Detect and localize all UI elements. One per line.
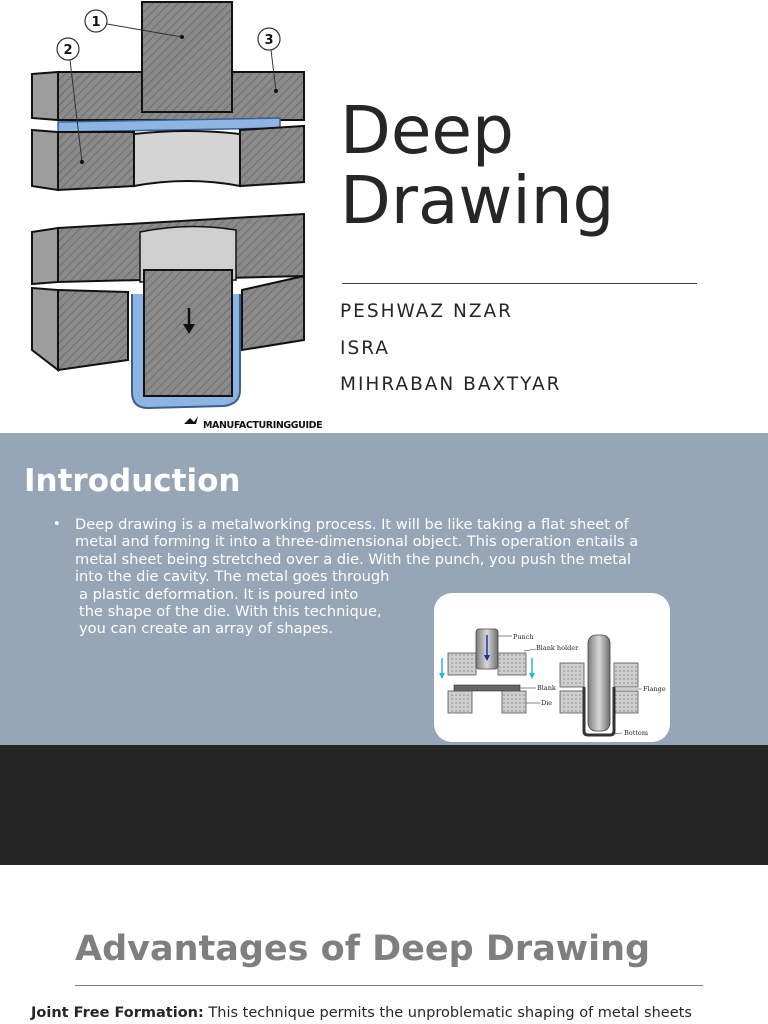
bullet-icon: •	[53, 517, 61, 532]
paragraph-line: the shape of the die. With this technique,	[79, 603, 382, 621]
advantage-text: This technique permits the unproblematic shaping of metal sheets	[203, 1005, 692, 1021]
author-name: ISRA	[340, 337, 390, 359]
svg-text:1: 1	[91, 15, 101, 30]
advantage-label: Joint Free Formation:	[31, 1005, 204, 1021]
author-name: PESHWAZ NZAR	[340, 301, 514, 322]
paragraph-line: metal and forming it into a three-dimensional object. This operation entails a	[75, 533, 639, 551]
paragraph-line: metal sheet being stretched over a die. With the punch, you push the metal	[75, 550, 632, 568]
process-diagram	[434, 593, 670, 742]
label-punch: Punch	[513, 633, 534, 641]
paragraph-line: a plastic deformation. It is poured into	[79, 585, 359, 603]
label-bottom: Bottom	[624, 729, 648, 737]
svg-text:2: 2	[63, 43, 73, 58]
introduction-heading: Introduction	[24, 463, 241, 499]
title-line-1: Deep	[340, 92, 514, 169]
process-diagram-svg	[434, 593, 670, 742]
title-divider	[342, 283, 697, 284]
author-name: MIHRABAN BAXTYAR	[340, 374, 562, 395]
title-line-2: Drawing	[340, 162, 615, 239]
svg-text:MANUFACTURINGGUIDE: MANUFACTURINGGUIDE	[203, 420, 323, 431]
label-blank: Blank	[537, 684, 556, 692]
advantages-divider	[75, 985, 703, 986]
advantages-heading: Advantages of Deep Drawing	[75, 929, 651, 969]
advantage-item	[31, 1004, 731, 1023]
label-flange: Flange	[643, 685, 666, 693]
paragraph-line: into the die cavity. The metal goes through	[75, 568, 390, 586]
paragraph-line: Deep drawing is a metalworking process. It will be like taking a flat sheet of	[75, 516, 629, 533]
paragraph-line: you can create an array of shapes.	[79, 620, 333, 638]
manufacturing-guide-logo	[184, 416, 322, 431]
slide-title	[340, 92, 740, 239]
svg-text:3: 3	[264, 33, 274, 48]
label-blank-holder: Blank holder	[536, 644, 579, 652]
author-list	[340, 298, 562, 408]
advantages-slide	[0, 865, 768, 1024]
introduction-slide	[0, 433, 768, 745]
label-die: Die	[541, 699, 553, 707]
title-slide	[0, 0, 768, 433]
deep-drawing-illustration	[28, 0, 323, 433]
dark-slide	[0, 745, 768, 865]
